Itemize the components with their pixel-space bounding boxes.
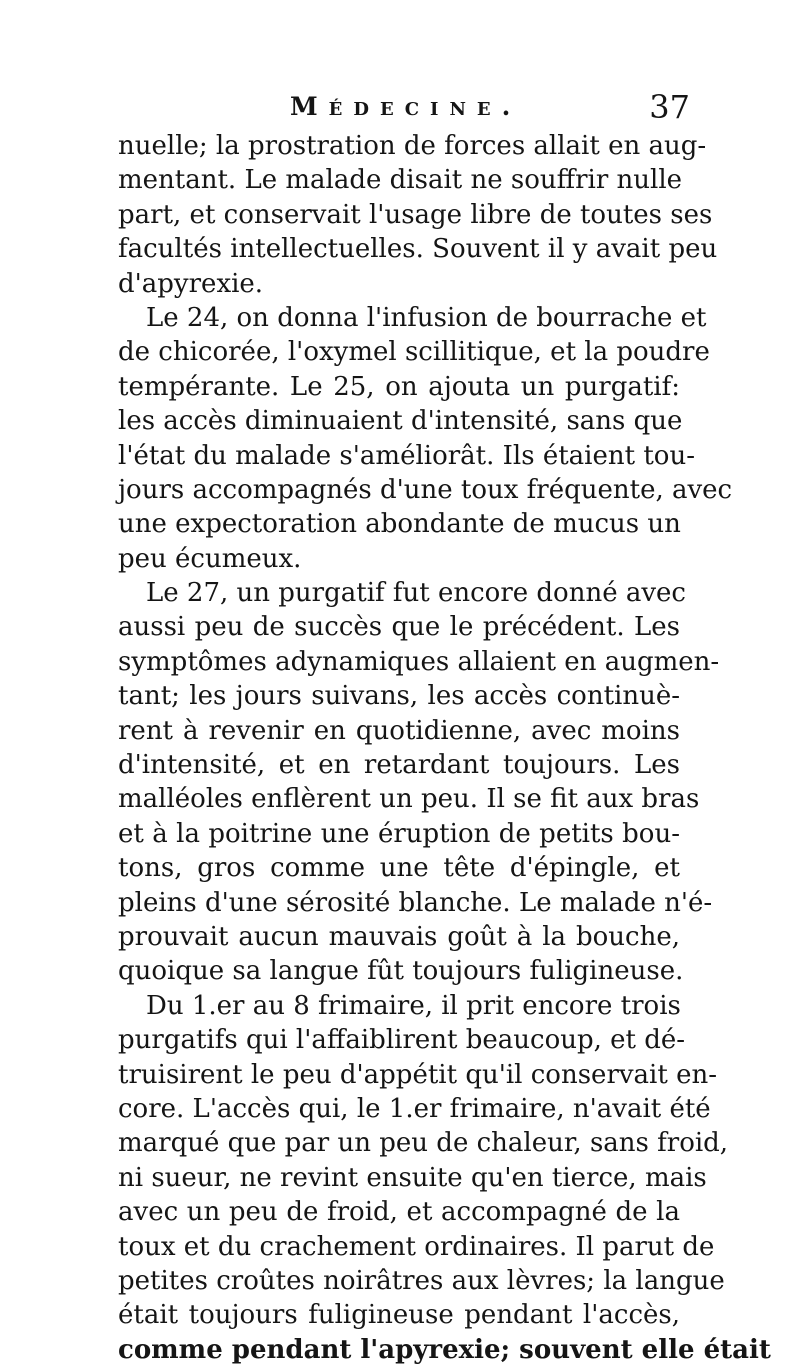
text-line: petites croûtes noirâtres aux lèvres; la langue xyxy=(118,1265,725,1296)
text-line: rent à revenir en quotidienne, avec moins xyxy=(118,715,680,746)
text-line: marqué que par un peu de chaleur, sans froid, xyxy=(118,1128,729,1159)
text-line: avec un peu de froid, et accompagné de la xyxy=(118,1197,680,1228)
text-line: et à la poitrine une éruption de petits bou- xyxy=(118,818,680,849)
text-line: comme pendant l'apyrexie; souvent elle était xyxy=(118,1334,771,1365)
text-line: était toujours fuligineuse pendant l'accès, xyxy=(118,1300,680,1331)
running-head-title: Médecine. xyxy=(290,92,522,121)
text-line: symptômes adynamiques allaient en augmen- xyxy=(118,646,720,677)
text-line: pleins d'une sérosité blanche. Le malade n'é- xyxy=(118,887,713,918)
text-line: nuelle; la prostration de forces allait en aug- xyxy=(118,131,707,161)
text-line: toux et du crachement ordinaires. Il parut de xyxy=(118,1231,715,1262)
text-line: Le 27, un purgatif fut encore donné avec xyxy=(146,578,686,609)
text-line: aussi peu de succès que le précédent. Les xyxy=(118,612,680,643)
text-line: d'apyrexie. xyxy=(118,268,264,299)
text-line: malléoles enflèrent un peu. Il se fit aux bras xyxy=(118,784,700,815)
text-line: part, et conservait l'usage libre de toutes ses xyxy=(118,199,713,230)
text-line: de chicorée, l'oxymel scillitique, et la poudre xyxy=(118,337,710,368)
text-line: tempérante. Le 25, on ajouta un purgatif: xyxy=(118,371,680,402)
text-line: prouvait aucun mauvais goût à la bouche, xyxy=(118,921,680,952)
text-line: tons, gros comme une tête d'épingle, et xyxy=(118,853,680,884)
page-number: 37 xyxy=(649,88,690,126)
text-line: quoique sa langue fût toujours fuligineuse. xyxy=(118,956,684,987)
text-line: ni sueur, ne revint ensuite qu'en tierce, mais xyxy=(118,1162,707,1193)
text-line: jours accompagnés d'une toux fréquente, avec xyxy=(118,474,733,505)
text-line: tant; les jours suivans, les accès continuè- xyxy=(118,681,680,712)
text-line: peu écumeux. xyxy=(118,543,302,574)
text-line: truisirent le peu d'appétit qu'il conservait en- xyxy=(118,1059,718,1090)
text-line: l'état du malade s'améliorât. Ils étaient tou- xyxy=(118,440,695,471)
body-text xyxy=(118,129,771,1367)
text-line: mentant. Le malade disait ne souffrir nulle xyxy=(118,165,683,196)
running-header xyxy=(110,88,690,132)
text-line: purgatifs qui l'affaiblirent beaucoup, et dé- xyxy=(118,1025,686,1056)
text-line: core. L'accès qui, le 1.er frimaire, n'avait été xyxy=(118,1093,711,1124)
text-line: les accès diminuaient d'intensité, sans que xyxy=(118,406,683,437)
text-line: d'intensité, et en retardant toujours. Les xyxy=(118,750,680,781)
text-line: facultés intellectuelles. Souvent il y avait peu xyxy=(118,234,718,265)
text-line: Le 24, on donna l'infusion de bourrache et xyxy=(146,302,707,333)
text-line: Du 1.er au 8 frimaire, il prit encore trois xyxy=(146,990,681,1021)
text-line: une expectoration abondante de mucus un xyxy=(118,509,681,540)
